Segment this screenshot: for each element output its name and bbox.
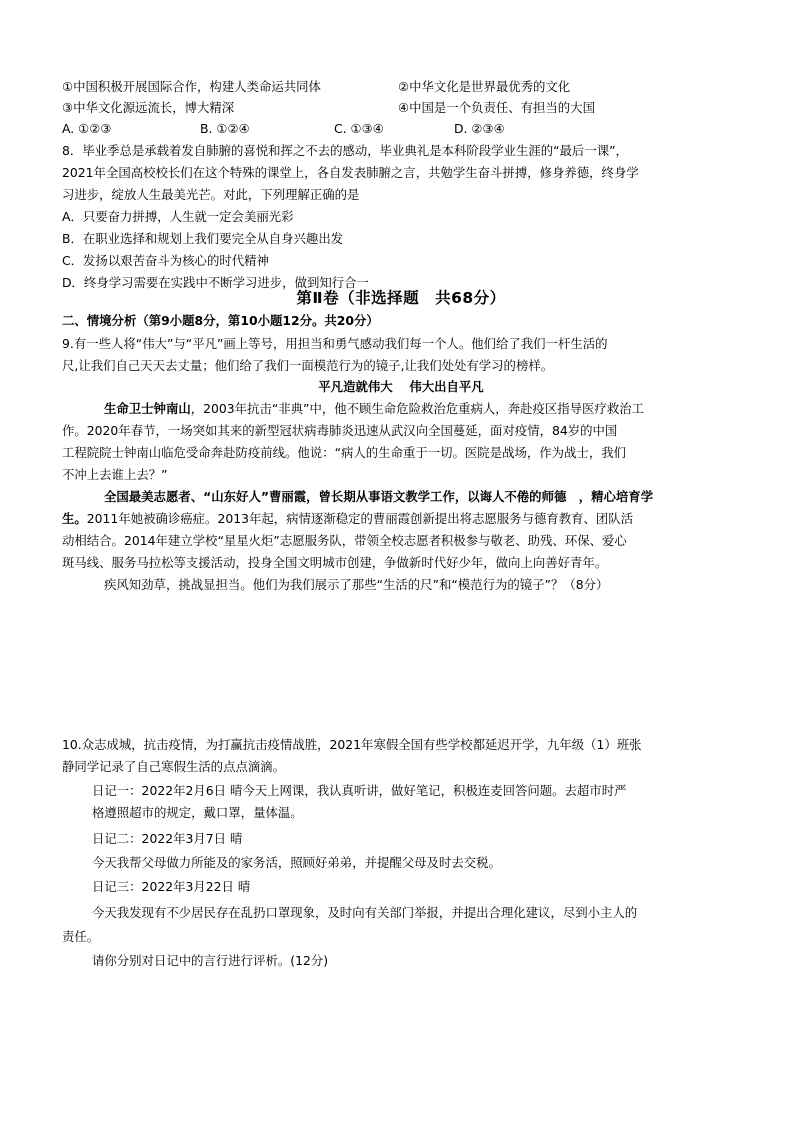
q8-option-b: B．在职业选择和规划上我们要完全从自身兴趣出发 xyxy=(62,231,344,246)
q10-diary2-text: 今天我帮父母做力所能及的家务活，照顾好弟弟，并提醒父母及时去交税。 xyxy=(92,855,501,870)
q9-p1-line-4: 不冲上去谁上去？” xyxy=(62,467,168,482)
q8-stem-line-3: 习进步，绽放人生最美光芒。对此，下列理解正确的是 xyxy=(62,187,360,202)
q10-diary3-line-2: 责任。 xyxy=(62,929,100,944)
q9-p2-line-2 xyxy=(62,511,730,527)
part2-title: 第Ⅱ卷（非选择题 共68分） xyxy=(296,289,506,307)
q9-p2-line-4: 斑马线、服务马拉松等支援活动，投身全国文明城市创建，争做新时代好少年，做向上向善好青年。 xyxy=(62,555,608,570)
q10-intro-line-1: 10.众志成城，抗击疫情，为打赢抗击疫情战胜，2021年寒假全国有些学校都延迟开学，九年级（1）班张 xyxy=(62,737,642,752)
q9-p1-line-1 xyxy=(104,401,730,417)
q10-question: 请你分别对日记中的言行进行评析。(12分) xyxy=(92,953,329,968)
q9-intro-line-2: 尺,让我们自己天天去丈量；他们给了我们一面模范行为的镜子,让我们处处有学习的榜样。 xyxy=(62,358,554,373)
q7-statement-2: ②中华文化是世界最优秀的文化 xyxy=(398,79,571,94)
q9-p1-line-3: 工程院院士钟南山临危受命奔赴防疫前线。他说：“病人的生命重于一切。医院是战场，作为战士，我们 xyxy=(62,445,626,460)
q9-intro-line-1: 9.有一些人将“伟大”与“平凡”画上等号，用担当和勇气感动我们每一个人。他们给了我们一杆生活的 xyxy=(62,336,608,351)
q8-option-c: C．发扬以艰苦奋斗为核心的时代精神 xyxy=(62,253,269,268)
q7-option-b: B. ①②④ xyxy=(200,121,250,136)
q9-p2-bold-line: 全国最美志愿者、“山东好人”曹丽霞，曾长期从事语文教学工作，以诲人不倦的师德 ，精心培育学 xyxy=(104,489,654,504)
q9-heading: 平凡造就伟大 伟大出自平凡 xyxy=(318,379,484,394)
q10-diary1-line-1: 日记一：2022年2月6日 晴今天上网课，我认真听讲，做好笔记，积极连麦回答问题。去超市时严 xyxy=(92,783,627,798)
q10-diary3-line-1: 今天我发现有不少居民存在乱扔口罩现象，及时向有关部门举报，并提出合理化建议，尽到小主人的 xyxy=(92,905,638,920)
q9-p2-line-3: 动相结合。2014年建立学校“星星火炬”志愿服务队，带领全校志愿者积极参与敬老、助残、环保、爱心 xyxy=(62,533,627,548)
q9-p2-bold-end: 生。 xyxy=(62,511,87,526)
q7-statement-4: ④中国是一个负责任、有担当的大国 xyxy=(398,100,595,115)
q9-question: 疾风知劲草，挑战显担当。他们为我们展示了那些“生活的尺”和“模范行为的镜子”？（8分） xyxy=(104,577,609,592)
q9-p1-line-2: 作。2020年春节，一场突如其来的新型冠状病毒肺炎迅速从武汉向全国蔓延，面对疫情，84岁的中国 xyxy=(62,423,618,438)
q9-p2-text: 2011年她被确诊癌症。2013年起，病情逐渐稳定的曹丽霞创新提出将志愿服务与德育教育、团队活 xyxy=(86,511,634,526)
q7-option-c: C. ①③④ xyxy=(334,121,384,136)
q7-statement-1: ①中国积极开展国际合作，构建人类命运共同体 xyxy=(62,79,321,94)
q8-stem-line-1: 8．毕业季总是承载着发自肺腑的喜悦和挥之不去的感动，毕业典礼是本科阶段学业生涯的“最后一课”， xyxy=(62,143,628,158)
q8-option-a: A．只要奋力拼搏，人生就一定会美丽光彩 xyxy=(62,209,294,224)
q10-diary3-title: 日记三：2022年3月22日 晴 xyxy=(92,879,251,894)
q9-p1-bold: 生命卫士钟南山 xyxy=(104,401,191,416)
q8-option-d: D．终身学习需要在实践中不断学习进步，做到知行合一 xyxy=(62,275,369,290)
q10-diary1-line-2: 格遵照超市的规定，戴口罩，量体温。 xyxy=(92,805,303,820)
q7-option-d: D. ②③④ xyxy=(454,121,505,136)
q9-p1-text: ，2003年抗击“非典”中，他不顾生命危险救治危重病人，奔赴疫区指导医疗救治工 xyxy=(190,401,644,416)
q7-statement-3: ③中华文化源远流长，博大精深 xyxy=(62,100,235,115)
section-heading: 二、情境分析（第9小题8分，第10小题12分。共20分） xyxy=(62,313,379,328)
q10-diary2-title: 日记二：2022年3月7日 晴 xyxy=(92,831,243,846)
q10-intro-line-2: 静同学记录了自己寒假生活的点点滴滴。 xyxy=(62,759,286,774)
q7-option-a: A. ①②③ xyxy=(62,121,112,136)
q8-stem-line-2: 2021年全国高校校长们在这个特殊的课堂上，各自发表肺腑之言，共勉学生奋斗拼搏，修身养德，终身学 xyxy=(62,165,639,180)
